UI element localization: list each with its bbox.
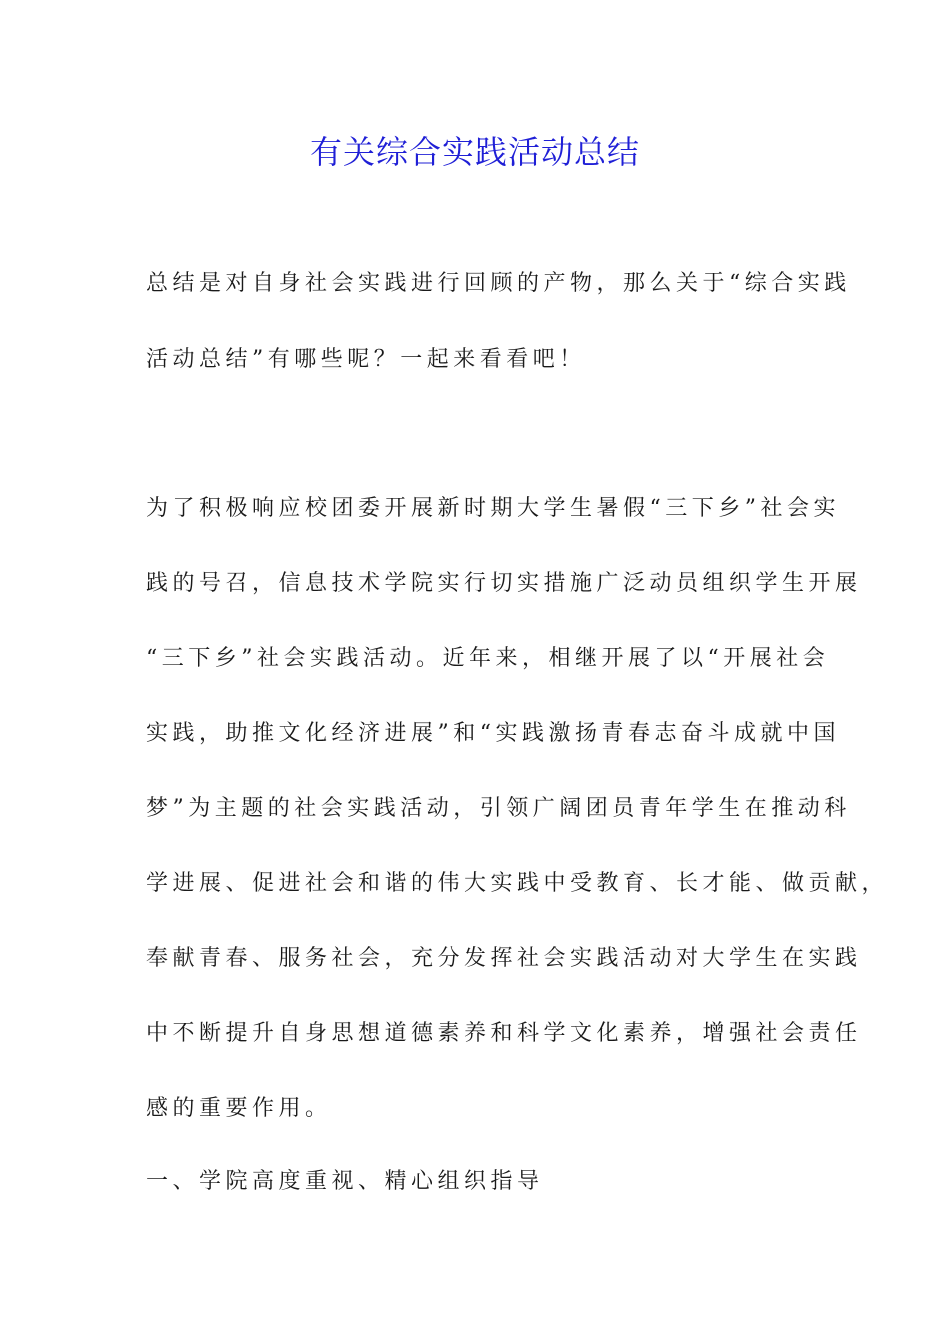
body-line: 为了积极响应校团委开展新时期大学生暑假“三下乡”社会实: [146, 496, 840, 521]
body-line: 梦”为主题的社会实践活动，引领广阔团员青年学生在推动科: [146, 796, 851, 821]
body-line: 践的号召，信息技术学院实行切实措施广泛动员组织学生开展: [146, 571, 862, 596]
document-title: 有关综合实践活动总结: [309, 133, 640, 171]
body-line: 中不断提升自身思想道德素养和科学文化素养，增强社会责任: [146, 1021, 862, 1046]
body-line: 奉献青春、服务社会，充分发挥社会实践活动对大学生在实践: [146, 946, 862, 971]
intro-line: 总结是对自身社会实践进行回顾的产物，那么关于“综合实践: [146, 271, 851, 296]
body-line: 学进展、促进社会和谐的伟大实践中受教育、长才能、做贡献，: [146, 871, 889, 896]
section-heading: 一、学院高度重视、精心组织指导: [146, 1169, 544, 1194]
body-line: 实践，助推文化经济进展”和“实践激扬青春志奋斗成就中国: [146, 721, 840, 746]
intro-line: 活动总结”有哪些呢？一起来看看吧！: [146, 347, 586, 372]
body-line: “三下乡”社会实践活动。近年来，相继开展了以“开展社会: [146, 646, 830, 671]
body-line: 感的重要作用。: [146, 1096, 332, 1121]
